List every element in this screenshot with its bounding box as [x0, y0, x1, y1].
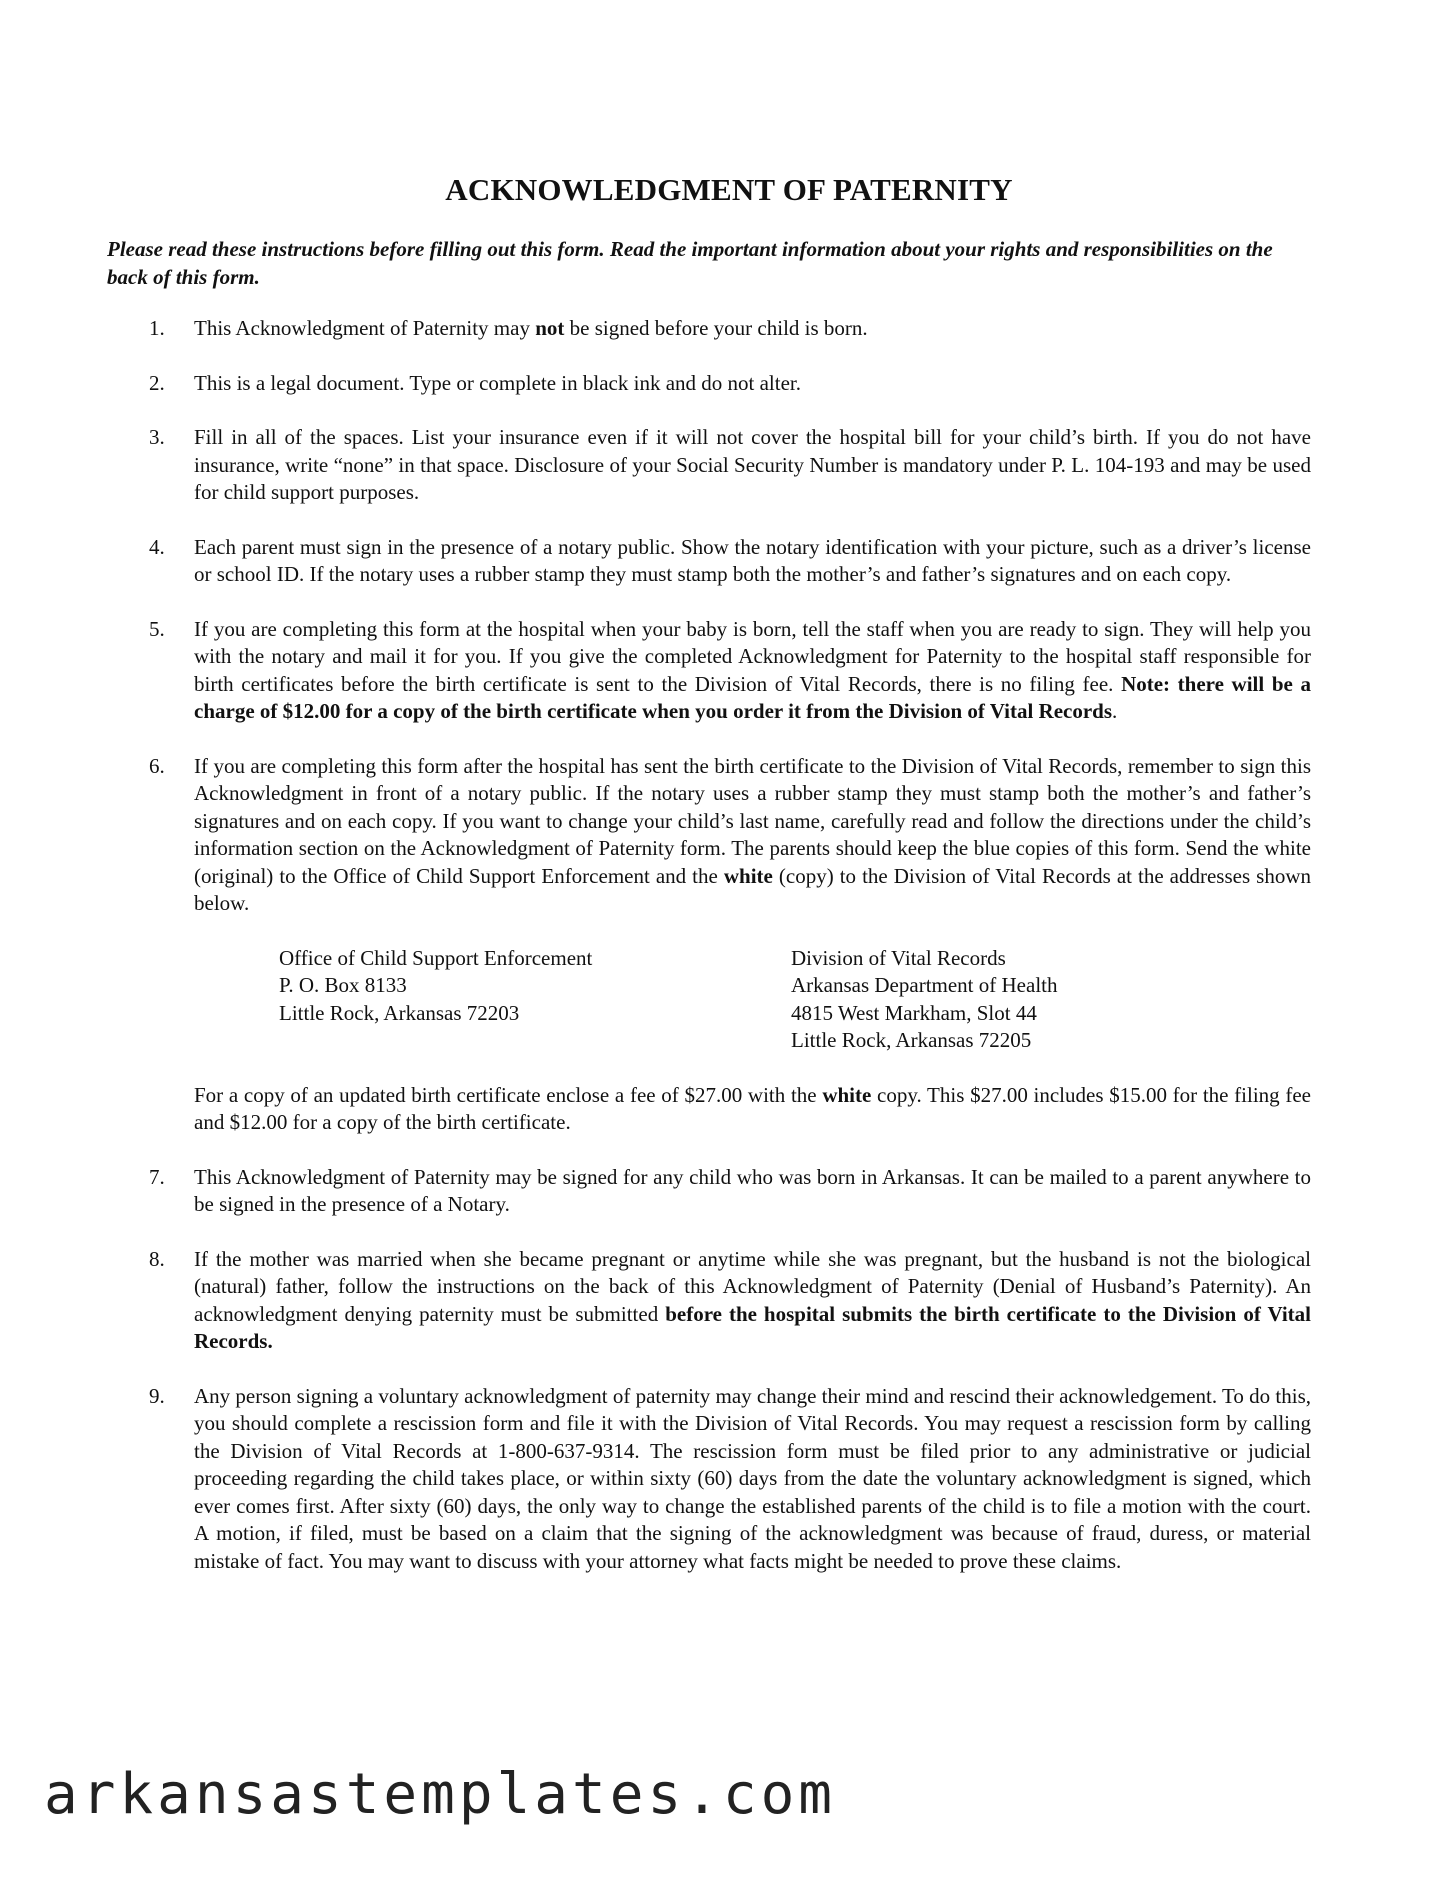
list-item — [107, 424, 1311, 507]
bold-text: white — [723, 863, 773, 888]
address-right — [791, 945, 1303, 1055]
address-line: P. O. Box 8133 — [279, 973, 407, 997]
text-run: This is a legal document. Type or complete in black ink and do not alter. — [194, 370, 801, 395]
list-item-text — [194, 535, 1311, 587]
address-line: Office of Child Support Enforcement — [279, 945, 593, 970]
text-run: If you are completing this form at the hospital when your baby is born, tell the staff when you are ready to sign. They will help you with the notary and mail it for you. If you give the completed Acknowledgment for Paternity to the hospital staff responsible for birth certificates before the birth certificate is sent to the Division of Vital Records, there is no filing fee. — [194, 616, 1311, 696]
text-run: This Acknowledgment of Paternity may — [194, 316, 536, 340]
text-run: Each parent must sign in the presence of a notary public. Show the notary identification with your picture, such as a driver’s license or school ID. If the notary uses a rubber stamp they must stamp both the mother’s and father’s signatures and on each copy. — [194, 534, 1311, 586]
text-run: Any person signing a voluntary acknowledgment of paternity may change their mind and rescind their acknowledgement. To do this, you should complete a rescission form and file it with the Division of Vital Records. You may request a rescission form by calling the Division of Vital Records at 1-800-637-9314. The rescission form must be filed prior to any administrative or judicial proceeding regarding the child takes place, or within sixty (60) days from the date the voluntary acknowledgment is signed, which ever comes first. After sixty (60) days, the only way to change the established parents of the child is to file a motion with the court. A motion, if filed, must be based on a claim that the signing of the acknowledgment was because of fraud, duress, or material mistake of fact. You may want to discuss with your attorney what facts might be needed to prove these claims. — [194, 1383, 1311, 1573]
text-run: be signed before your child is born. — [564, 316, 868, 340]
address-line: Arkansas Department of Health — [791, 973, 1058, 997]
list-item — [107, 1164, 1311, 1219]
watermark: arkansastemplates.com — [44, 1762, 837, 1827]
bold-text: Note: there will be a charge of $12.00 for a copy of the birth certificate when you order it from the Division of Vital Records — [194, 671, 1311, 723]
instruction-list — [107, 315, 1311, 1575]
list-item-text — [194, 316, 868, 340]
fee-note — [194, 1082, 1311, 1137]
list-item-number: 1. — [149, 316, 165, 340]
text-run: (copy) to the Division of Vital Records at the addresses shown below. — [194, 863, 1312, 915]
text-run: This Acknowledgment of Paternity may be signed for any child who was born in Arkansas. It can be mailed to a parent anywhere to be signed in the presence of a Notary. — [194, 1164, 1311, 1216]
list-item — [107, 370, 1311, 398]
text-run: Fill in all of the spaces. List your insurance even if it will not cover the hospital bill for your child’s birth. If you do not have insurance, write “none” in that space. Disclosure of your Social Security Number is mandatory under P. L. 104-193 and may be used for child support purposes. — [194, 425, 1311, 504]
list-item-text — [194, 1165, 1311, 1217]
list-item — [107, 315, 1311, 343]
list-item — [107, 616, 1311, 726]
list-item — [107, 753, 1311, 1137]
bold-text: before the hospital submits the birth certificate to the Division of Vital Records. — [194, 1301, 1311, 1353]
bold-text: not — [535, 316, 565, 340]
text-run: . — [1112, 699, 1118, 723]
address-line: Little Rock, Arkansas 72205 — [791, 1028, 1032, 1052]
address-block — [279, 945, 1311, 1055]
list-item-number: 8. — [149, 1246, 165, 1271]
list-item-number: 6. — [149, 753, 165, 778]
list-item — [107, 1383, 1311, 1576]
address-left — [279, 945, 791, 1055]
list-item — [107, 534, 1311, 589]
page-title: ACKNOWLEDGMENT OF PATERNITY — [445, 172, 1013, 207]
address-line: Division of Vital Records — [791, 945, 1006, 970]
text-run: If the mother was married when she became pregnant or anytime while she was pregnant, but the husband is not the biological (natural) father, follow the instructions on the back of this Acknowledgment of Paternity (Denial of Husband’s Paternity). An acknowledgment denying paternity must be submitted — [194, 1246, 1311, 1326]
list-item-text — [194, 754, 1311, 916]
address-line: 4815 West Markham, Slot 44 — [791, 1000, 1037, 1025]
list-item-number: 7. — [149, 1164, 165, 1189]
list-item-text — [194, 1384, 1311, 1573]
bold-text: white — [822, 1082, 872, 1107]
text-run: copy. This $27.00 includes $15.00 for the filing fee and $12.00 for a copy of the birth certificate. — [194, 1082, 1312, 1134]
list-item-number: 5. — [149, 616, 165, 641]
address-line: Little Rock, Arkansas 72203 — [279, 1000, 520, 1025]
list-item-text — [194, 617, 1311, 724]
list-item — [107, 1246, 1311, 1356]
instructions-text: Please read these instructions before filling out this form. Read the important information about your rights and responsibilities on the back of this form. — [107, 237, 1273, 289]
list-item-text — [194, 1247, 1311, 1354]
list-item-number: 9. — [149, 1383, 165, 1408]
text-run: If you are completing this form after the hospital has sent the birth certificate to the Division of Vital Records, remember to sign this Acknowledgment in front of a notary public. If the notary uses a rubber stamp they must stamp both the mother’s and father’s signatures and on each copy. If you want to change your child’s last name, carefully read and follow the directions under the child’s information section on the Acknowledgment of Paternity form. The parents should keep the blue copies of this form. Send the white (original) to the Office of Child Support Enforcement and the — [194, 753, 1311, 888]
text-run: For a copy of an updated birth certificate enclose a fee of $27.00 with the — [194, 1082, 823, 1107]
list-item-number: 2. — [149, 370, 165, 395]
list-item-number: 4. — [149, 534, 165, 559]
list-item-text — [194, 371, 801, 395]
list-item-number: 3. — [149, 425, 165, 449]
list-item-text — [194, 425, 1311, 504]
